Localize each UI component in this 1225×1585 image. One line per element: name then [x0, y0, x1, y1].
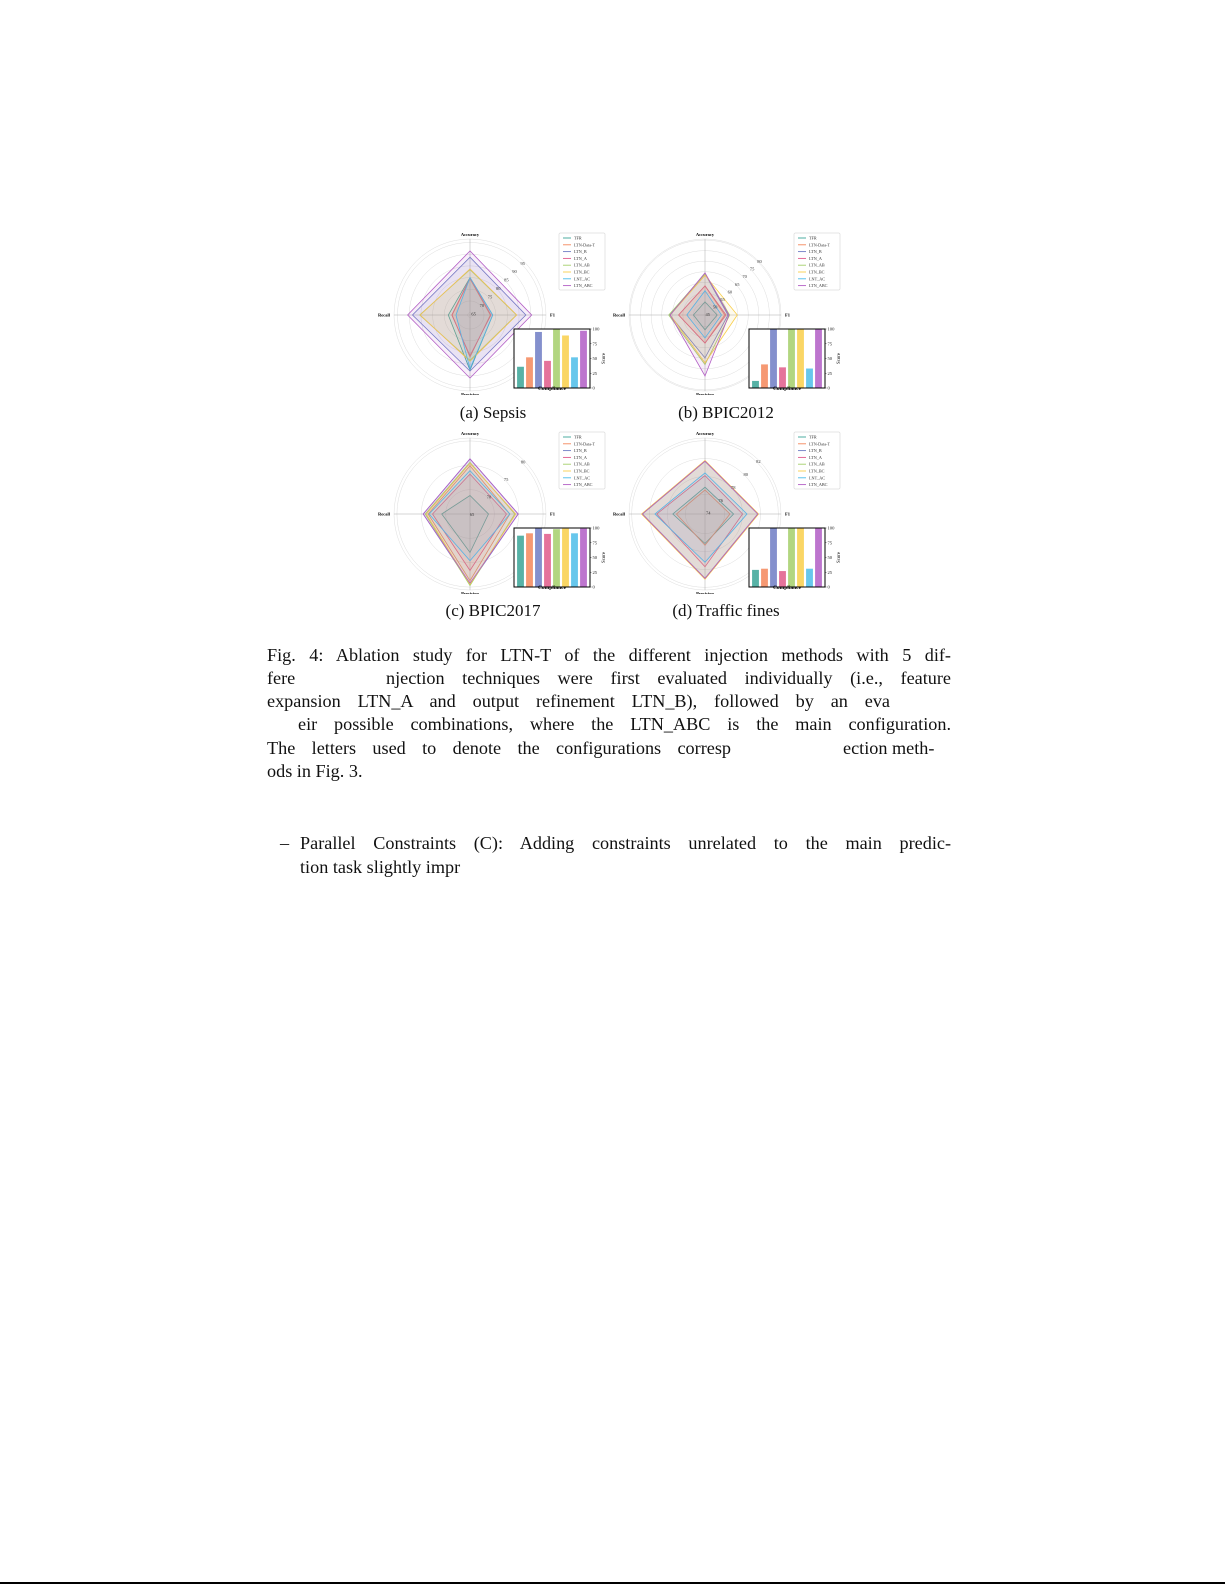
- compliance-bar-lnt_ac: [806, 369, 813, 388]
- compliance-bar-ltn_bc: [797, 329, 804, 388]
- legend-label: LTN_ABC: [574, 482, 593, 488]
- legend-label: LTN_ABC: [809, 283, 828, 289]
- radial-tick-label: 85: [504, 277, 509, 283]
- legend-label: LTN_B: [574, 249, 587, 255]
- subcaption-c: (c) BPIC2017: [445, 601, 541, 620]
- legend-label: TFR: [574, 235, 582, 241]
- compliance-bar-ltn_b: [535, 332, 542, 388]
- radial-tick-label: 80: [743, 472, 749, 478]
- bar-ytick-label: 75: [827, 540, 833, 546]
- caption-line: expansion LTN_A and output refinement LTN_B), followed by an eva: [267, 691, 890, 711]
- bar-inset-background: [749, 329, 825, 388]
- compliance-bar-tfr: [752, 570, 759, 587]
- radial-tick-label: 74: [706, 510, 711, 516]
- bar-ylabel: Score: [602, 353, 607, 364]
- bar-ytick-label: 50: [592, 356, 598, 362]
- compliance-bar-tfr: [752, 381, 759, 388]
- compliance-bar-ltn_abc: [580, 529, 587, 587]
- legend-label: LTN-Data-T: [809, 441, 831, 447]
- bar-inset-background: [749, 528, 825, 587]
- legend-label: LTN_B: [574, 448, 587, 454]
- radial-tick-label: 70: [486, 494, 492, 500]
- bar-xlabel: Compliance: [537, 386, 567, 392]
- radial-tick-label: 75: [487, 294, 493, 300]
- axis-label-accuracy: Accuracy: [460, 431, 480, 436]
- legend-label: LTN-Data-T: [574, 441, 596, 447]
- compliance-bar-lnt_ac: [571, 533, 578, 587]
- series-polygon-ltn_abc: [670, 273, 729, 376]
- compliance-bar-ltn_bc: [797, 528, 804, 587]
- bar-ytick-label: 75: [592, 341, 598, 347]
- radial-tick-label: 75: [749, 266, 755, 272]
- compliance-bar-ltn_a: [779, 367, 786, 388]
- legend-label: LTN_A: [574, 454, 587, 460]
- compliance-bar-tfr: [517, 536, 524, 587]
- legend-label: LNT_AC: [809, 276, 826, 282]
- bullet-text: Parallel Constraints (C): Adding constraints unrelated to the main predic-: [300, 833, 951, 853]
- radial-tick-label: 80: [520, 459, 526, 465]
- caption-line: ection meth-: [843, 738, 935, 758]
- radial-tick-label: 80: [757, 259, 762, 265]
- bar-ytick-label: 100: [827, 326, 835, 332]
- axis-label-recall: Recall: [378, 312, 390, 318]
- bar-inset-background: [514, 329, 590, 388]
- radial-tick-label: 90: [512, 269, 517, 275]
- axis-label-recall: Recall: [378, 511, 390, 517]
- bar-ytick-label: 0: [827, 385, 830, 391]
- legend-label: TFR: [809, 235, 817, 241]
- legend-label: LTN_ABC: [574, 283, 593, 289]
- caption-line: fere: [267, 668, 296, 688]
- legend-label: LTN_A: [809, 454, 822, 460]
- bar-ytick-label: 0: [592, 584, 595, 590]
- compliance-bar-ltn_ab: [553, 329, 560, 388]
- bar-ytick-label: 50: [592, 555, 598, 561]
- legend-label: LTN_A: [574, 255, 587, 261]
- series-polygon-ltn_abc: [642, 461, 757, 578]
- subcaption-b: (b) BPIC2012: [678, 403, 774, 422]
- compliance-bar-lnt_ac: [806, 569, 813, 587]
- panel-bpic2012: [610, 225, 850, 395]
- legend-label: LNT_AC: [809, 475, 826, 481]
- legend-label: LTN_BC: [574, 468, 590, 474]
- radial-tick-label: 78: [731, 484, 736, 490]
- legend-label: LTN_B: [809, 249, 822, 255]
- compliance-bar-ltn-data-t: [526, 533, 533, 587]
- legend-label: LTN_BC: [809, 468, 825, 474]
- compliance-bar-ltn_a: [544, 534, 551, 587]
- caption-line: Fig. 4: Ablation study for LTN-T of the different injection methods with 5 dif-: [267, 645, 951, 665]
- compliance-bar-ltn_b: [535, 528, 542, 587]
- legend-label: LTN_AB: [574, 461, 590, 467]
- axis-label-precision: Precision: [461, 591, 479, 594]
- legend-label: LTN_AB: [809, 461, 825, 467]
- caption-line: njection techniques were first evaluated individually (i.e., feature: [386, 668, 951, 688]
- axis-label-precision: Precision: [696, 591, 714, 594]
- compliance-bar-tfr: [517, 367, 524, 388]
- legend-label: LTN_BC: [574, 269, 590, 275]
- legend-label: LTN_ABC: [809, 482, 828, 488]
- bar-ylabel: Score: [837, 353, 842, 364]
- axis-label-f1: F1: [785, 511, 790, 517]
- bar-ytick-label: 50: [827, 555, 833, 561]
- axis-label-accuracy: Accuracy: [695, 232, 715, 237]
- compliance-bar-ltn-data-t: [526, 357, 533, 388]
- bar-ytick-label: 50: [827, 356, 833, 362]
- compliance-bar-ltn_bc: [562, 335, 569, 388]
- bar-ytick-label: 25: [827, 569, 833, 575]
- axis-label-f1: F1: [550, 511, 555, 517]
- compliance-bar-ltn_b: [770, 528, 777, 587]
- page-bottom-rule: [0, 1582, 1225, 1584]
- subcaption-a: (a) Sepsis: [459, 403, 527, 422]
- radial-tick-label: 70: [479, 302, 485, 308]
- axis-label-f1: F1: [550, 312, 555, 318]
- radial-tick-label: 75: [503, 476, 509, 482]
- legend-label: LTN-Data-T: [574, 242, 596, 248]
- radial-tick-label: 65: [471, 311, 476, 317]
- bar-ytick-label: 0: [592, 385, 595, 391]
- radial-tick-label: 76: [718, 497, 724, 503]
- compliance-bar-ltn_b: [770, 329, 777, 388]
- radial-tick-label: 50: [712, 304, 718, 310]
- legend-label: LTN-Data-T: [809, 242, 831, 248]
- bar-inset-background: [514, 528, 590, 587]
- axis-label-accuracy: Accuracy: [695, 431, 715, 436]
- radar-chart-sepsis: [375, 225, 615, 395]
- compliance-bar-ltn-data-t: [761, 569, 768, 587]
- bar-ylabel: Score: [837, 552, 842, 563]
- bar-ylabel: Score: [602, 552, 607, 563]
- radar-chart-traffic-fines: [610, 424, 850, 594]
- bar-xlabel: Compliance: [537, 585, 567, 591]
- legend-label: LNT_AC: [574, 475, 591, 481]
- axis-label-accuracy: Accuracy: [460, 232, 480, 237]
- legend-label: LTN_AB: [574, 262, 590, 268]
- axis-label-recall: Recall: [613, 511, 625, 517]
- radial-tick-label: 80: [495, 286, 501, 292]
- bar-ytick-label: 25: [592, 569, 598, 575]
- compliance-bar-ltn_bc: [562, 529, 569, 587]
- compliance-bar-ltn_abc: [815, 329, 822, 388]
- axis-label-precision: Precision: [461, 392, 479, 395]
- bar-xlabel: Compliance: [772, 386, 802, 392]
- radial-tick-label: 60: [727, 289, 733, 295]
- legend-label: TFR: [809, 434, 817, 440]
- radar-chart-bpic2017: [375, 424, 615, 594]
- caption-line: The letters used to denote the configurations corresp: [267, 738, 731, 758]
- caption-line: ods in Fig. 3.: [267, 761, 363, 781]
- compliance-bar-ltn_ab: [788, 329, 795, 388]
- radar-chart-bpic2012: [610, 225, 850, 395]
- bar-ytick-label: 100: [827, 525, 835, 531]
- panel-traffic-fines: [610, 424, 850, 594]
- subcaption-d: (d) Traffic fines: [672, 601, 780, 620]
- bar-ytick-label: 25: [592, 370, 598, 376]
- radial-tick-label: 45: [705, 312, 710, 318]
- compliance-bar-lnt_ac: [571, 357, 578, 388]
- compliance-bar-ltn_ab: [788, 528, 795, 587]
- compliance-bar-ltn_ab: [553, 529, 560, 587]
- radial-tick-label: 65: [735, 281, 740, 287]
- bar-ytick-label: 0: [827, 584, 830, 590]
- caption-line: eir possible combinations, where the LTN_ABC is the main configuration.: [298, 714, 951, 734]
- legend-label: LTN_AB: [809, 262, 825, 268]
- bar-ytick-label: 100: [592, 326, 600, 332]
- legend-label: TFR: [574, 434, 582, 440]
- legend-label: LTN_B: [809, 448, 822, 454]
- radial-tick-label: 70: [742, 274, 747, 280]
- radial-tick-label: 82: [756, 459, 761, 465]
- legend-label: LTN_A: [809, 255, 822, 261]
- legend-label: LNT_AC: [574, 276, 591, 282]
- bullet-dash: –: [280, 833, 290, 853]
- bar-ytick-label: 100: [592, 525, 600, 531]
- radial-tick-label: 65: [469, 512, 475, 517]
- radial-tick-label: 95: [520, 260, 525, 266]
- compliance-bar-ltn-data-t: [761, 364, 768, 388]
- bar-xlabel: Compliance: [772, 585, 802, 591]
- bar-ytick-label: 75: [827, 341, 833, 347]
- axis-label-precision: Precision: [696, 392, 714, 395]
- radial-tick-label: 55: [720, 297, 725, 303]
- bar-ytick-label: 25: [827, 370, 833, 376]
- compliance-bar-ltn_abc: [815, 528, 822, 587]
- panel-sepsis: [375, 225, 615, 395]
- compliance-bar-ltn_abc: [580, 331, 587, 388]
- bar-ytick-label: 75: [592, 540, 598, 546]
- legend-label: LTN_BC: [809, 269, 825, 275]
- bullet-text: tion task slightly impr: [300, 857, 461, 877]
- compliance-bar-ltn_a: [544, 361, 551, 388]
- axis-label-recall: Recall: [613, 312, 625, 318]
- panel-bpic2017: [375, 424, 615, 594]
- axis-label-f1: F1: [785, 312, 790, 318]
